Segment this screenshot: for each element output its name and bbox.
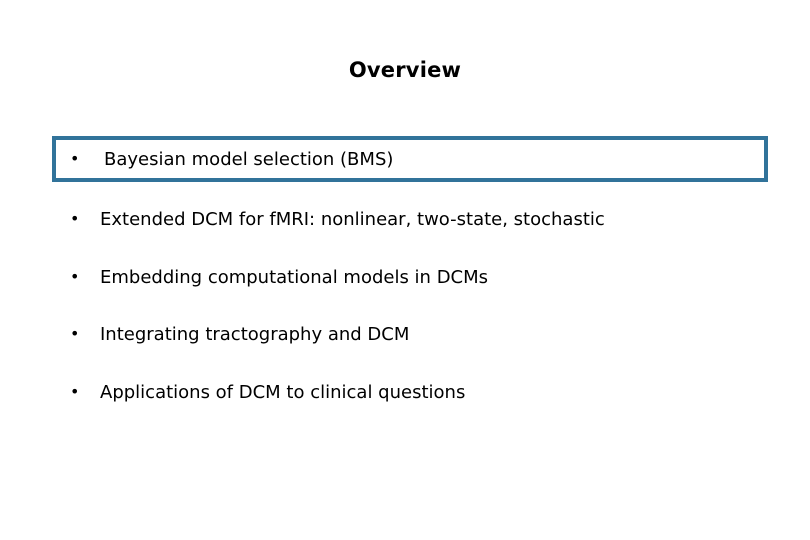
bullet-item-tractography — [52, 311, 768, 357]
bullet-text: Integrating tractography and DCM — [100, 323, 410, 345]
slide-title-text: Overview — [348, 58, 462, 82]
bullet-text: Bayesian model selection (BMS) — [104, 148, 394, 170]
bullet-icon: • — [70, 267, 80, 286]
bullet-text: Extended DCM for fMRI: nonlinear, two-state, stochastic — [100, 208, 605, 230]
bullet-text: Applications of DCM to clinical questions — [100, 381, 466, 403]
bullet-icon: • — [70, 149, 80, 168]
bullet-item-bms — [52, 136, 768, 182]
bullet-item-clinical-applications — [52, 369, 768, 415]
bullet-text: Embedding computational models in DCMs — [100, 266, 489, 288]
bullet-icon: • — [70, 209, 80, 228]
bullet-icon: • — [70, 324, 80, 343]
bullet-item-extended-dcm — [52, 196, 768, 242]
bullet-icon: • — [70, 382, 80, 401]
bullet-item-embedding-models — [52, 254, 768, 300]
